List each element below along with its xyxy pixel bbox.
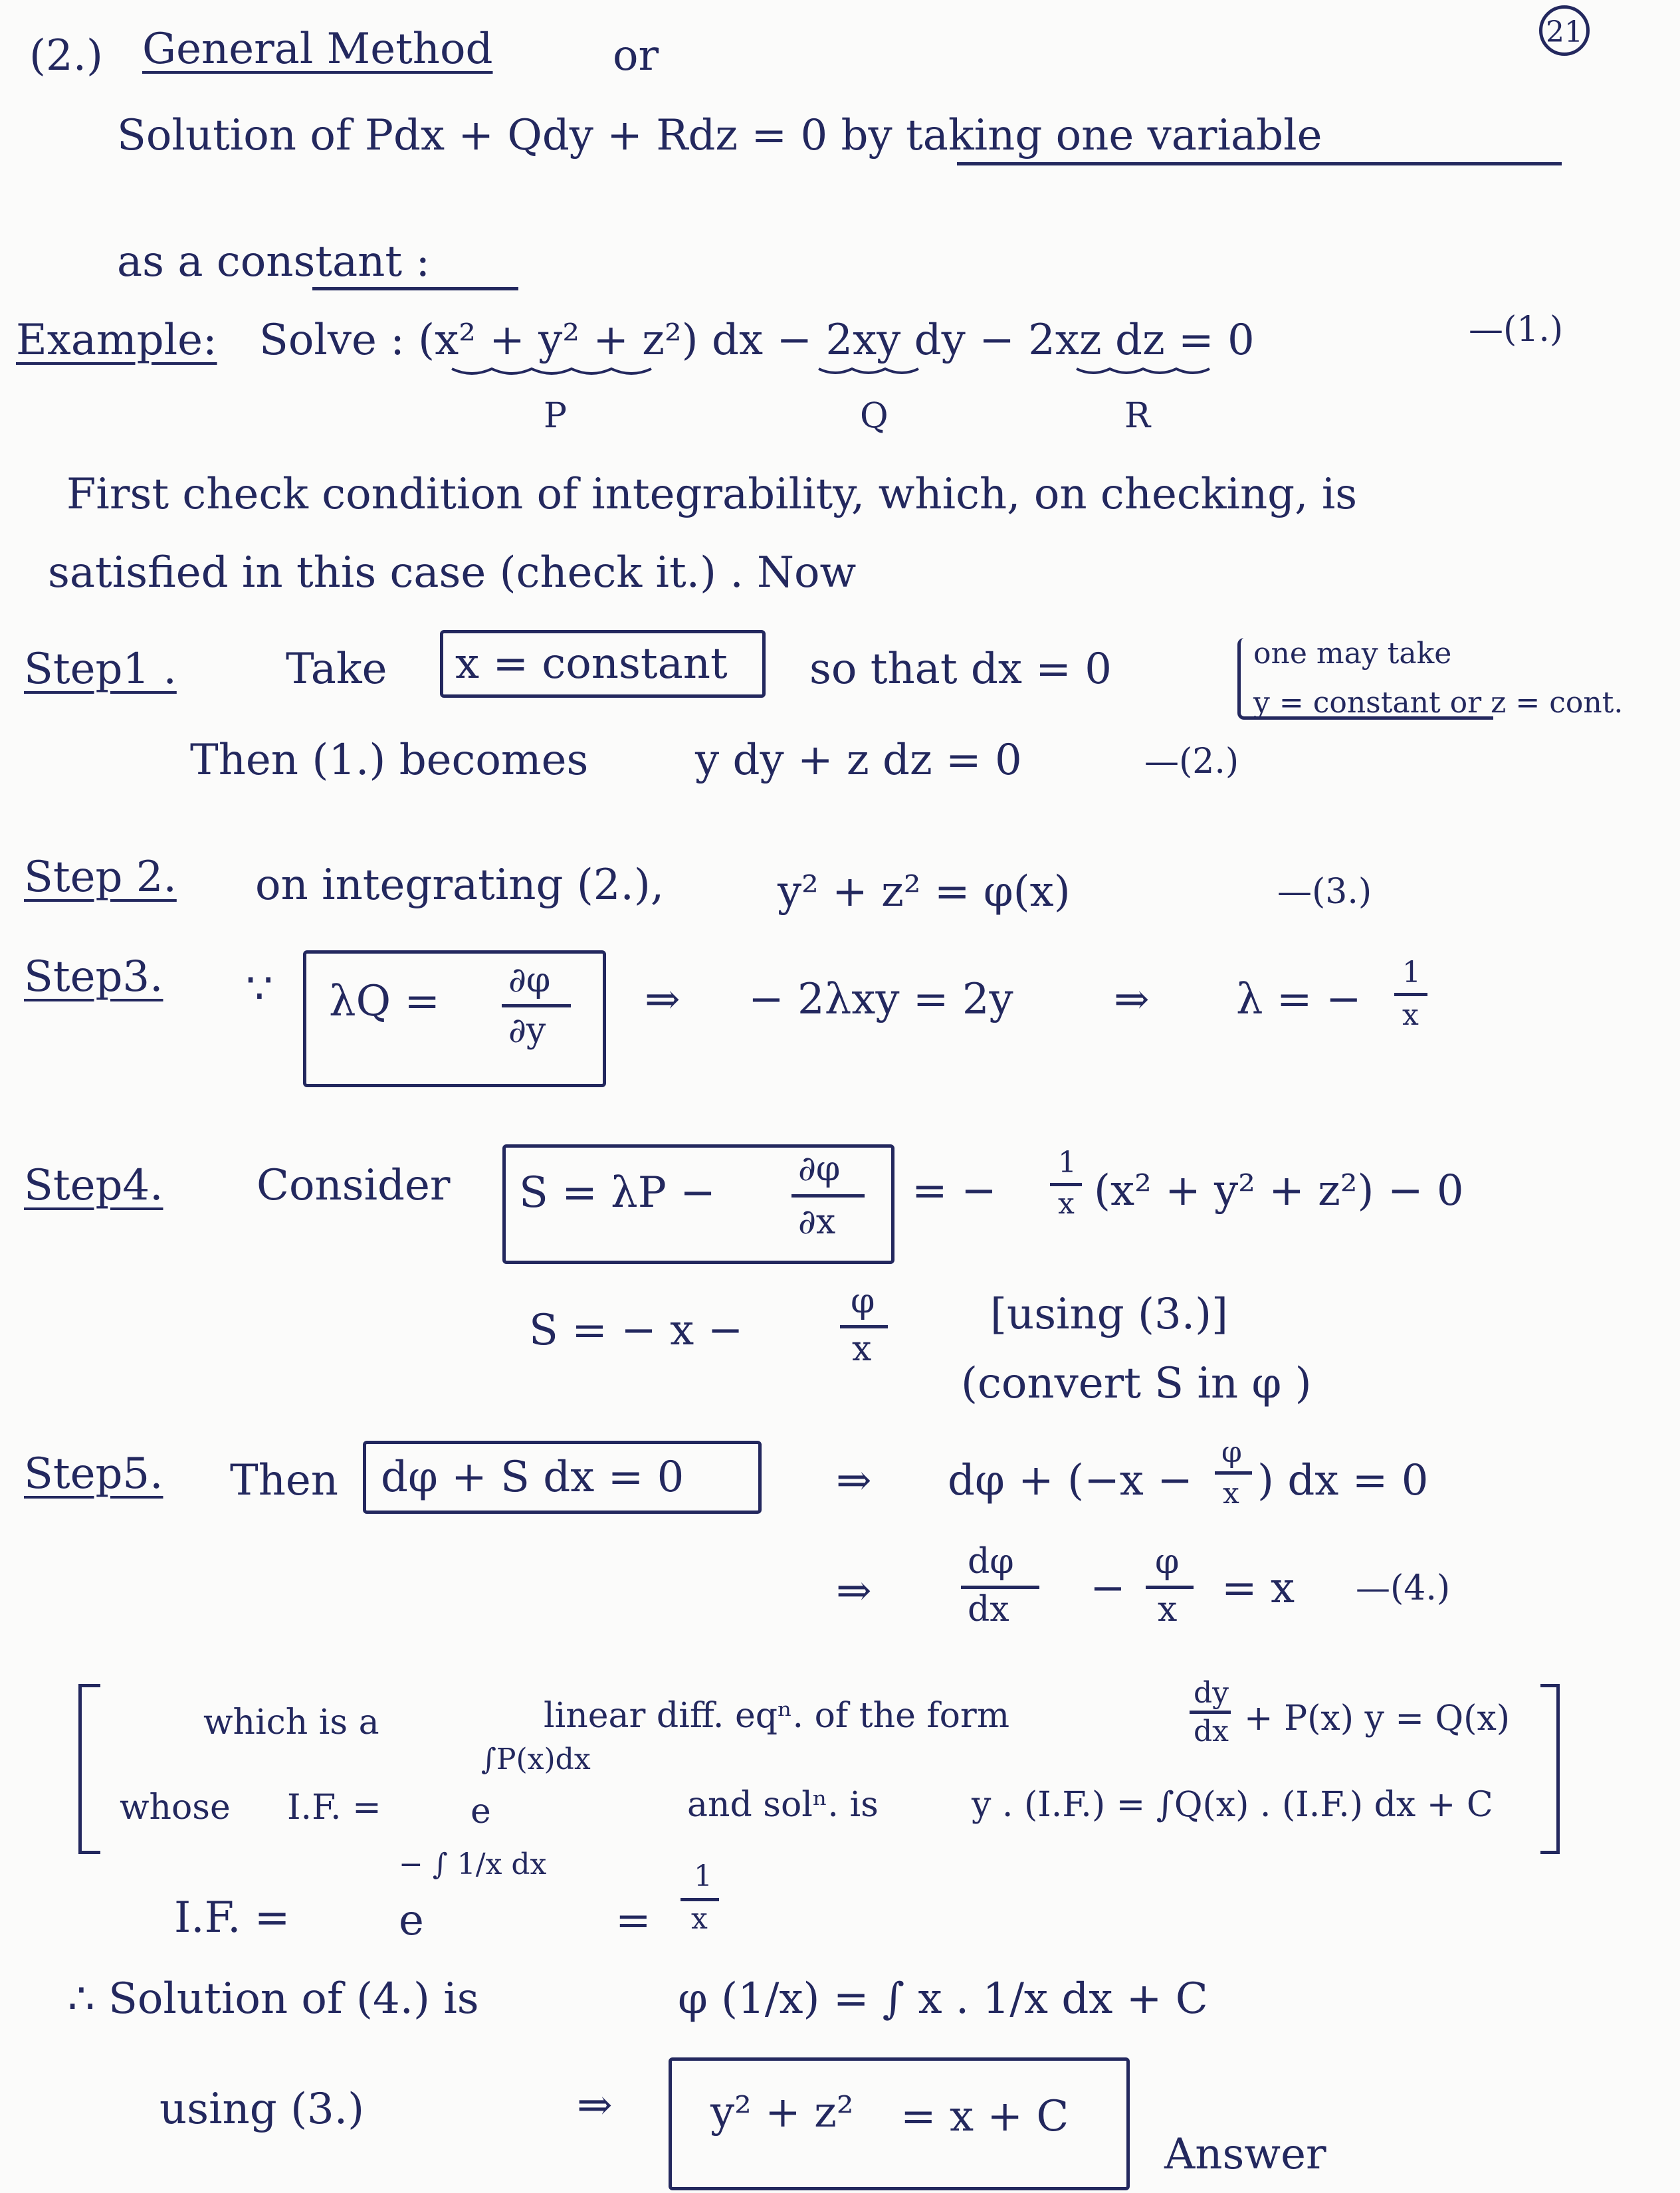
heading-subtitle-line1: Solution of Pdx + Qdy + Rdz = 0 by taking one variable — [117, 111, 1322, 160]
step3-result-den: x — [1402, 998, 1419, 1032]
step1-boxed-text: x = constant — [455, 639, 728, 688]
if-calc-fracline — [681, 1898, 719, 1901]
step5-eq1-fracline — [1215, 1471, 1252, 1475]
step3-implies2: ⇒ — [1114, 975, 1150, 1024]
step3-therefore: ∵ — [246, 964, 273, 1013]
step3-result-num: 1 — [1402, 956, 1421, 990]
final-using: using (3.) — [159, 2085, 365, 2134]
step2-label: Step 2. — [24, 853, 177, 902]
solution-equation: φ (1/x) = ∫ x . 1/x dx + C — [678, 1974, 1208, 2024]
step1-rest: so that dx = 0 — [809, 645, 1112, 694]
final-implies: ⇒ — [577, 2081, 613, 2130]
step5-eq2-minus: − — [1090, 1564, 1126, 1613]
linear-note-right-bracket — [1540, 1684, 1560, 1854]
answer-label: Answer — [1164, 2130, 1326, 2179]
linear-note-line1-b: linear diff. eqⁿ. of the form — [544, 1696, 1010, 1736]
if-calc-lhs: I.F. = — [174, 1893, 290, 1942]
step5-eq2-fracline2 — [1146, 1586, 1194, 1589]
step4-box-lhs: S = λP − — [519, 1168, 716, 1217]
step4-coef-num: 1 — [1058, 1146, 1077, 1180]
if-calc-base: e — [399, 1896, 424, 1945]
step4-box-den: ∂x — [798, 1202, 836, 1242]
step1-label: Step1 . — [24, 645, 177, 694]
answer-boxed-lhs: y² + z² — [710, 2088, 854, 2137]
section-title: General Method — [142, 25, 493, 74]
if-calc-exp: − ∫ 1/x dx — [399, 1847, 547, 1881]
step5-then: Then — [230, 1456, 338, 1505]
step3-result-fracline — [1394, 993, 1427, 996]
step5-eq2-rhs: = x — [1221, 1564, 1295, 1613]
step4-convert: (convert S in φ ) — [961, 1359, 1312, 1408]
heading-or: or — [613, 31, 659, 80]
linear-note-if-base: e — [471, 1792, 491, 1831]
step1-equation: y dy + z dz = 0 — [695, 736, 1022, 785]
integrability-line2: satisfied in this case (check it.) . Now — [48, 548, 857, 597]
step4-box-fracline — [791, 1194, 865, 1198]
step3-label: Step3. — [24, 952, 163, 1001]
step3-box-den: ∂y — [508, 1011, 546, 1051]
linear-note-sol: and solⁿ. is — [687, 1785, 879, 1825]
label-R: R — [1124, 396, 1151, 436]
step5-label: Step5. — [24, 1449, 163, 1499]
step5-eq2-num: dφ — [968, 1542, 1014, 1582]
step3-middle: − 2λxy = 2y — [748, 975, 1013, 1024]
step4-coef-den: x — [1058, 1187, 1075, 1221]
step4-using: [using (3.)] — [990, 1290, 1228, 1339]
step5-eq2-tag: —(4.) — [1356, 1568, 1451, 1608]
step3-box-lhs: λQ = — [329, 977, 440, 1026]
step3-implies1: ⇒ — [645, 975, 681, 1024]
linear-note-if: I.F. = — [287, 1788, 381, 1828]
answer-boxed-rhs: = x + C — [900, 2092, 1069, 2141]
linear-form-rest: + P(x) y = Q(x) — [1244, 1699, 1511, 1738]
step5-eq1-num: φ — [1221, 1435, 1242, 1469]
linear-form-fracline — [1190, 1711, 1231, 1714]
example-label: Example: — [16, 316, 217, 365]
step4-line2-num: φ — [851, 1281, 875, 1321]
if-calc-num: 1 — [694, 1859, 712, 1893]
linear-note-if-exp: ∫P(x)dx — [481, 1742, 591, 1776]
step1-then: Then (1.) becomes — [190, 736, 589, 785]
integrability-line1: First check condition of integrability, which, on checking, is — [66, 470, 1358, 519]
linear-note-line1-a: which is a — [203, 1703, 379, 1742]
step2-eq-tag: —(3.) — [1277, 872, 1372, 912]
step5-eq2-fracline — [961, 1586, 1039, 1589]
step1-note-line2: y = constant or z = cont. — [1253, 686, 1624, 720]
step3-box-fracline — [502, 1004, 571, 1007]
example-equation: Solve : (x² + y² + z²) dx − 2xy dy − 2xz dz = 0 — [259, 316, 1255, 365]
step4-line2-lhs: S = − x − — [529, 1306, 744, 1355]
step1-take: Take — [286, 645, 387, 694]
step2-text: on integrating (2.), — [255, 861, 665, 910]
example-eq-tag: —(1.) — [1469, 310, 1564, 350]
step5-eq2-den2: x — [1158, 1590, 1178, 1629]
page-number: 21 — [1546, 15, 1583, 49]
step4-equals: = − — [912, 1166, 997, 1215]
if-calc-eq: = — [615, 1896, 651, 1945]
step4-coef-fracline — [1050, 1183, 1082, 1186]
if-calc-den: x — [691, 1902, 708, 1936]
linear-form-num: dy — [1194, 1676, 1229, 1710]
step5-eq1-den: x — [1223, 1477, 1239, 1511]
linear-note-whose: whose — [120, 1788, 231, 1828]
heading-subtitle-line2: as a constant : — [117, 237, 430, 286]
step5-implies: ⇒ — [836, 1456, 872, 1505]
step2-equation: y² + z² = φ(x) — [778, 867, 1071, 916]
step3-result: λ = − — [1236, 975, 1362, 1024]
step5-eq1: dφ + (−x − — [948, 1456, 1193, 1505]
step3-box-num: ∂φ — [508, 960, 551, 1000]
step4-rhs: (x² + y² + z²) − 0 — [1094, 1166, 1464, 1215]
step4-label: Step4. — [24, 1161, 163, 1210]
step1-eq-tag: —(2.) — [1144, 742, 1239, 782]
answer-box — [669, 2057, 1130, 2190]
label-P: P — [544, 396, 567, 436]
step1-box — [440, 630, 766, 698]
step5-boxed-text: dφ + S dx = 0 — [381, 1453, 684, 1502]
step4-box-num: ∂φ — [798, 1149, 841, 1189]
step4-box — [502, 1144, 894, 1264]
step4-line2-den: x — [852, 1329, 872, 1369]
step5-eq2-den: dx — [968, 1590, 1009, 1629]
label-Q: Q — [860, 396, 889, 436]
step1-note-line1: one may take — [1253, 637, 1452, 671]
step5-eq1-end: ) dx = 0 — [1257, 1456, 1429, 1505]
step5-eq2-num2: φ — [1155, 1542, 1180, 1582]
solution-text: ∴ Solution of (4.) is — [68, 1974, 479, 2024]
step4-consider: Consider — [257, 1161, 451, 1210]
step4-line2-fracline — [840, 1325, 888, 1328]
linear-note-sol-formula: y . (I.F.) = ∫Q(x) . (I.F.) dx + C — [972, 1785, 1493, 1825]
linear-form-den: dx — [1194, 1715, 1229, 1748]
section-number: (2.) — [29, 31, 103, 80]
step5-box — [363, 1441, 762, 1514]
step5-implies2: ⇒ — [836, 1566, 872, 1616]
linear-note-left-bracket — [78, 1684, 100, 1854]
step3-box — [303, 950, 606, 1087]
